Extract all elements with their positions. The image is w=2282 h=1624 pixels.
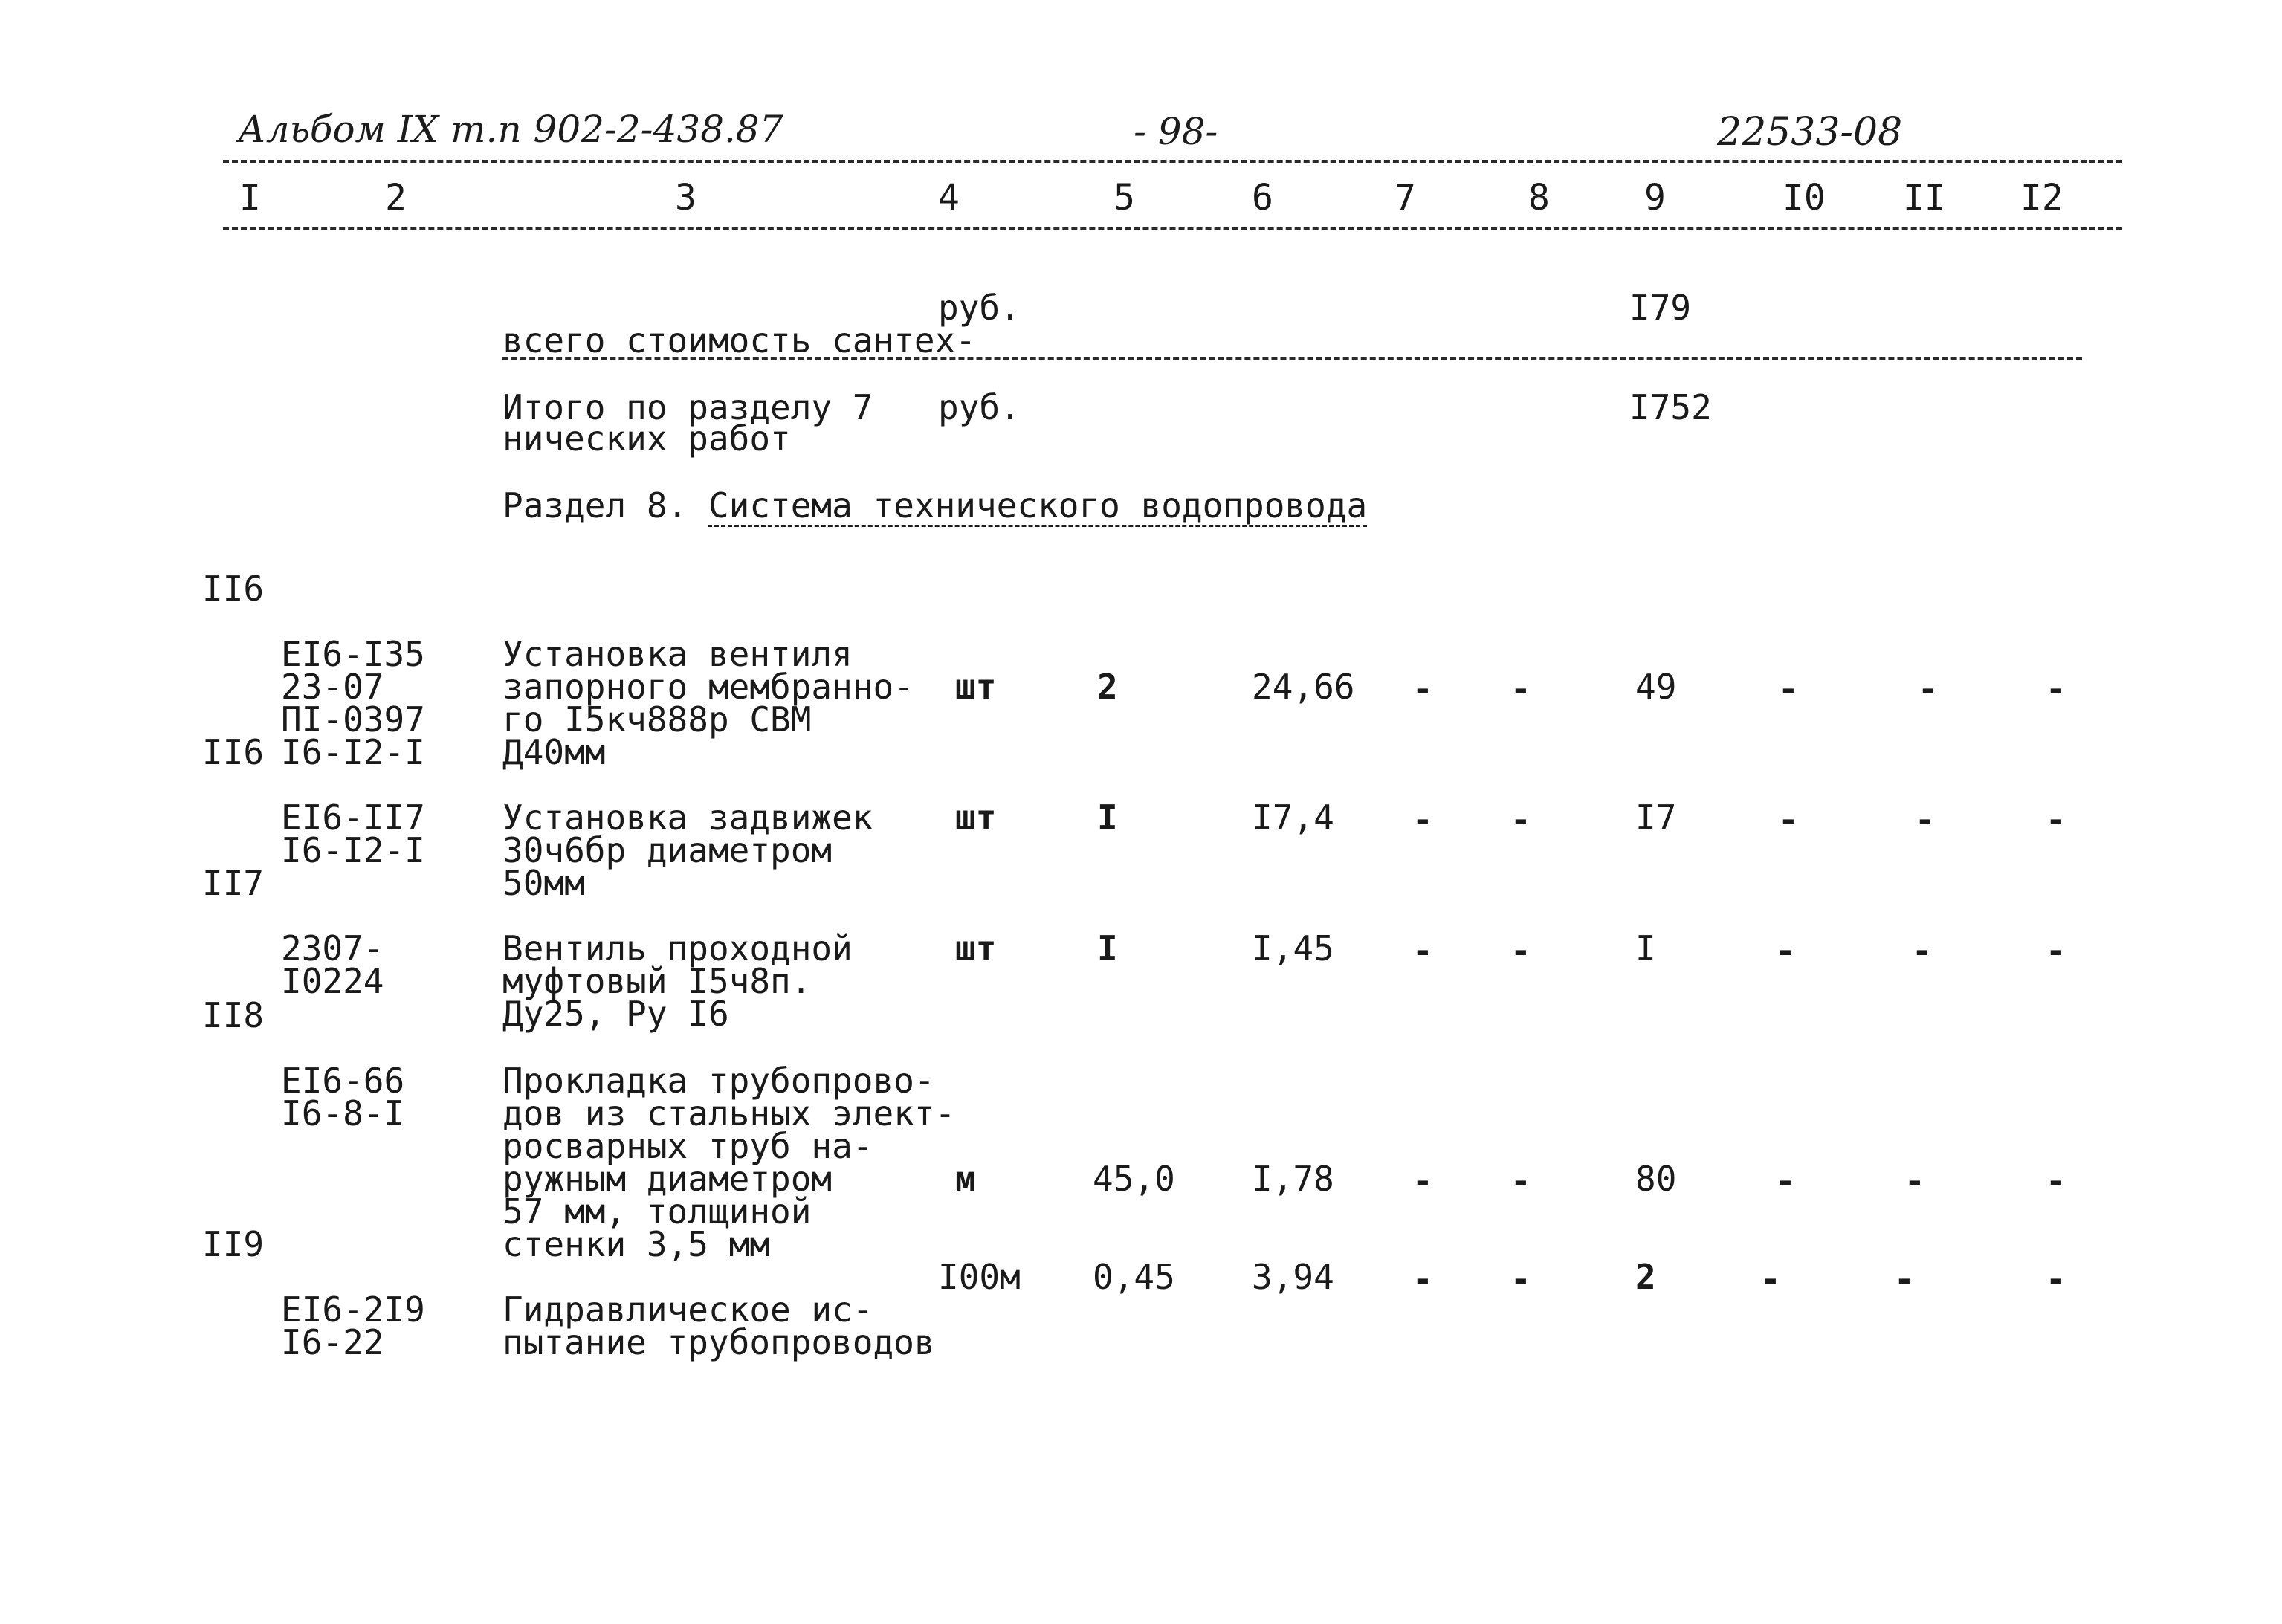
row-2-codes: EI6-II7 I6-I2-I: [281, 798, 425, 870]
header-bottom-rule: [223, 227, 2122, 230]
row-2-quantity: I: [1097, 798, 1118, 838]
row-3-col8: -: [1510, 931, 1531, 971]
row-3-description: Вентиль проходной муфтовый I5ч8п. Ду25, Ру I6: [502, 928, 853, 1034]
column-number-5: 5: [1113, 177, 1135, 219]
row-5-number: II9: [202, 1224, 265, 1264]
row-5-col10: -: [1760, 1259, 1781, 1299]
row-2-description: Установка задвижек 30ч6бр диаметром 50мм: [502, 798, 873, 903]
column-number-6: 6: [1252, 177, 1273, 219]
row-1-col8: -: [1510, 669, 1531, 709]
row-1-col7: -: [1412, 669, 1433, 709]
page-number: - 98-: [1134, 110, 1218, 153]
column-number-9: 9: [1644, 177, 1666, 219]
row-2-col7: -: [1412, 800, 1433, 840]
row-4-col11: -: [1904, 1161, 1925, 1201]
row-2-unit: шт: [955, 798, 997, 838]
row-4-number: II8: [202, 995, 265, 1035]
row-4-unit: м: [955, 1159, 976, 1199]
row-3-total: I: [1635, 928, 1656, 968]
row-5-codes: EI6-2I9 I6-22: [281, 1290, 425, 1362]
row-2-col8: -: [1510, 800, 1531, 840]
row-5-total: 2: [1635, 1257, 1656, 1297]
row-3-col7: -: [1412, 931, 1433, 971]
row-1-codes: EI6-I35 23-07 ПI-0397 I6-I2-I: [281, 634, 425, 772]
row-3-col11: -: [1912, 931, 1933, 971]
row-5-unit: I00м: [938, 1257, 1021, 1297]
row-4-col8: -: [1510, 1161, 1531, 1201]
row-2-col12: -: [2046, 800, 2066, 840]
row-1-number: II6: [202, 569, 265, 609]
column-number-3: 3: [675, 177, 696, 219]
section-total-unit: руб.: [938, 387, 1021, 427]
section-total-value: I752: [1629, 387, 1712, 427]
row-4-description: Прокладка трубопрово- дов из стальных элект- росварных труб на- ружным диаметром 57 мм, толщиной стенки 3,5 мм: [502, 1061, 956, 1264]
row-4-quantity: 45,0: [1093, 1159, 1175, 1199]
column-number-8: 8: [1528, 177, 1550, 219]
column-number-4: 4: [938, 177, 960, 219]
row-4-total: 80: [1635, 1159, 1677, 1199]
summary-divider: [502, 357, 2082, 360]
row-4-col7: -: [1412, 1161, 1433, 1201]
row-1-unit: шт: [955, 667, 997, 707]
row-5-col11: -: [1894, 1259, 1915, 1299]
row-3-unit: шт: [955, 928, 997, 968]
row-3-quantity: I: [1097, 928, 1118, 968]
row-1-col10: -: [1778, 669, 1799, 709]
row-2-total: I7: [1635, 798, 1677, 838]
row-5-quantity: 0,45: [1093, 1257, 1175, 1297]
sanitary-cost-label: всего стоимость сантех- нических работ: [502, 320, 976, 459]
album-reference: Альбом IX т.п 902-2-438.87: [238, 108, 783, 151]
row-5-col8: -: [1510, 1259, 1531, 1299]
row-5-col7: -: [1412, 1259, 1433, 1299]
row-3-price: I,45: [1252, 928, 1334, 968]
column-number-10: I0: [1782, 177, 1826, 219]
row-4-col10: -: [1775, 1161, 1796, 1201]
row-5-description: Гидравлическое ис- пытание трубопроводов: [502, 1290, 935, 1362]
column-number-11: II: [1903, 177, 1946, 219]
row-1-total: 49: [1635, 667, 1677, 707]
column-number-12: I2: [2020, 177, 2063, 219]
section-title: Система технического водопровода: [708, 485, 1368, 525]
row-4-col12: -: [2046, 1161, 2066, 1201]
row-1-col11: -: [1918, 669, 1939, 709]
row-1-price: 24,66: [1252, 667, 1355, 707]
sanitary-cost-value: I79: [1629, 288, 1692, 328]
row-2-price: I7,4: [1252, 798, 1334, 838]
row-2-col11: -: [1915, 800, 1936, 840]
column-number-1: I: [239, 177, 261, 219]
section-heading: [502, 485, 1368, 525]
row-3-number: II7: [202, 863, 265, 903]
sanitary-cost-unit: руб.: [938, 288, 1021, 328]
column-number-7: 7: [1394, 177, 1416, 219]
header-top-rule: [223, 160, 2122, 163]
column-number-2: 2: [385, 177, 407, 219]
row-4-codes: EI6-66 I6-8-I: [281, 1061, 405, 1133]
row-2-col10: -: [1778, 800, 1799, 840]
document-code: 22533-08: [1717, 110, 1903, 155]
row-3-codes: 2307- I0224: [281, 928, 384, 1001]
row-5-price: 3,94: [1252, 1257, 1334, 1297]
section-prefix: Раздел 8.: [502, 485, 688, 525]
row-2-number: II6: [202, 732, 265, 772]
row-4-price: I,78: [1252, 1159, 1334, 1199]
section-total-label: Итого по разделу 7: [502, 387, 873, 427]
row-1-quantity: 2: [1097, 667, 1118, 707]
row-3-col12: -: [2046, 931, 2066, 971]
row-1-description: Установка вентиля запорного мембранно- го I5кч888р СВМ Д40мм: [502, 634, 914, 772]
row-3-col10: -: [1775, 931, 1796, 971]
row-5-col12: -: [2046, 1259, 2066, 1299]
row-1-col12: -: [2046, 669, 2066, 709]
